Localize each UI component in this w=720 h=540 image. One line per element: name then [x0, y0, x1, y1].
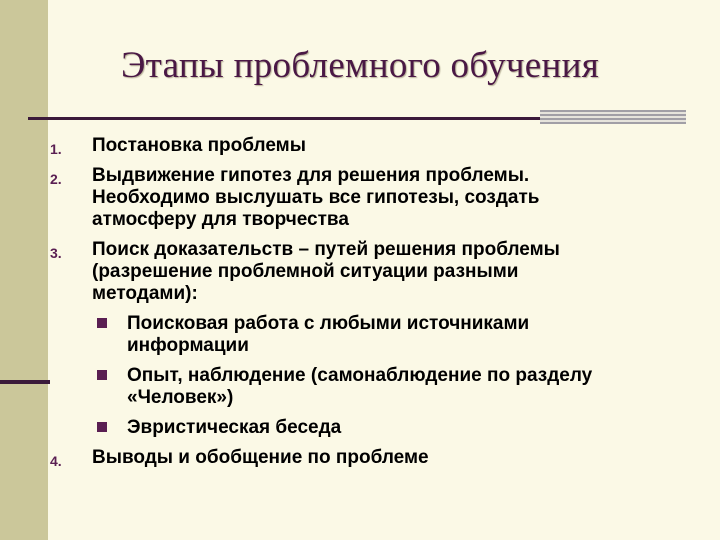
list-number: 3. — [50, 245, 62, 261]
sub-item-text-line: «Человек») — [127, 387, 234, 408]
side-bar-divider — [0, 380, 50, 384]
sub-list-item-1 — [50, 313, 720, 357]
list-item-text-line: Поиск доказательств – путей решения проблемы — [92, 239, 560, 260]
square-bullet-icon — [97, 318, 107, 328]
list-item-text-line: атмосферу для творчества — [92, 209, 349, 230]
list-number: 4. — [50, 453, 62, 469]
list-item-text-line: Выдвижение гипотез для решения проблемы. — [92, 165, 530, 186]
sub-list-item-2 — [50, 365, 720, 409]
title-decoration-pattern — [540, 110, 686, 124]
stages-list — [50, 135, 720, 477]
list-item-text-line: методами): — [92, 283, 198, 304]
list-item-text-line: Необходимо выслушать все гипотезы, создать — [92, 187, 540, 208]
list-item-1 — [50, 135, 720, 157]
list-item-text-line: (разрешение проблемной ситуации разными — [92, 261, 519, 282]
square-bullet-icon — [97, 370, 107, 380]
list-item-2 — [50, 165, 720, 231]
sub-item-text-line: информации — [127, 335, 249, 356]
list-item-text: Выводы и обобщение по проблеме — [92, 447, 429, 468]
list-item-4 — [50, 447, 720, 469]
sub-item-text-line: Эвристическая беседа — [127, 417, 342, 438]
square-bullet-icon — [97, 422, 107, 432]
list-item-3 — [50, 239, 720, 305]
sub-item-text-line: Опыт, наблюдение (самонаблюдение по разделу — [127, 365, 593, 386]
title-underline — [28, 117, 540, 120]
slide-title: Этапы проблемного обучения — [120, 45, 600, 86]
list-item-text: Постановка проблемы — [92, 135, 306, 156]
list-number: 2. — [50, 171, 62, 187]
sub-list-item-3 — [50, 417, 720, 439]
sub-item-text-line: Поисковая работа с любыми источниками — [127, 313, 530, 334]
list-number: 1. — [50, 141, 62, 157]
